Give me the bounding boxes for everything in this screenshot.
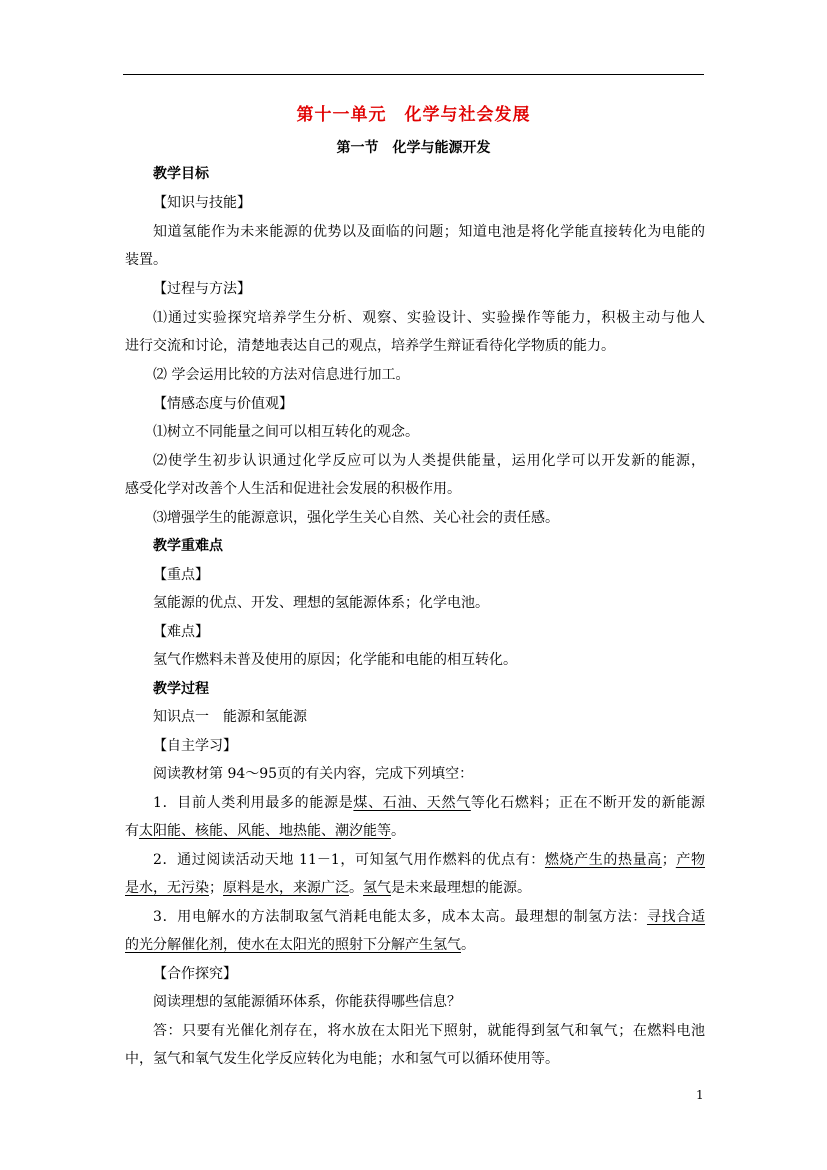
paragraph-line: 感受化学对改善个人生活和促进社会发展的积极作用。 — [125, 481, 461, 497]
paragraph-line: 氢气作燃料未普及使用的原因；化学能和电能的相互转化。 — [153, 652, 517, 668]
answer-underline: 寻找合适 — [646, 909, 706, 925]
text-span: 等化石燃料；正在不断开发的新能源 — [470, 795, 705, 811]
answer-line: 中，氢气和氧气发生化学反应转化为电能；水和氢气可以循环使用等。 — [125, 1051, 559, 1067]
answer-underline: 产物 — [675, 852, 706, 868]
question-2-line — [153, 850, 705, 870]
subheading-difficult-points: 【难点】 — [153, 624, 209, 640]
text-span: 3．用电解水的方法制取氢气消耗电能太多，成本太高。最理想的制氢方法： — [153, 909, 647, 925]
paragraph-line: 阅读教材第 94～95页的有关内容，完成下列填空： — [153, 766, 474, 782]
knowledge-point-title: 知识点一 能源和氢能源 — [153, 709, 307, 725]
answer-underline: 燃烧产生的热量高 — [544, 852, 662, 868]
text-span: ； — [661, 852, 676, 868]
answer-underline: 是水，无污染 — [125, 880, 209, 896]
answer-underline: 原料是水，来源广泛 — [223, 880, 349, 896]
paragraph-line: 阅读理想的氢能源循环体系，你能获得哪些信息？ — [153, 994, 461, 1010]
paragraph-line: 氢能源的优点、开发、理想的氢能源体系；化学电池。 — [153, 595, 489, 611]
paragraph-line: ⑵ 学会运用比较的方法对信息进行加工。 — [153, 367, 410, 383]
subheading-self-study: 【自主学习】 — [153, 738, 237, 754]
section-title: 第一节 化学与能源开发 — [336, 140, 491, 156]
answer-underline: 煤、石油、天然气 — [353, 795, 471, 811]
paragraph-line: ⑴通过实验探究培养学生分析、观察、实验设计、实验操作等能力，积极主动与他人 — [153, 310, 705, 326]
answer-line: 答：只要有光催化剂存在，将水放在太阳光下照射，就能得到氢气和氧气；在燃料电池 — [153, 1023, 705, 1039]
answer-underline: 太阳能、核能、风能、地热能、潮汐能等 — [139, 823, 391, 839]
question-3-line — [153, 907, 705, 927]
text-span: 1．目前人类利用最多的能源是 — [153, 795, 354, 811]
subheading-process-method: 【过程与方法】 — [153, 281, 251, 297]
text-span: 。 — [349, 880, 363, 896]
subheading-emotion-values: 【情感态度与价值观】 — [153, 396, 293, 412]
text-span: ； — [209, 880, 223, 896]
paragraph-line: ⑶增强学生的能源意识，强化学生关心自然、关心社会的责任感。 — [153, 510, 559, 526]
text-span: 。 — [461, 937, 475, 953]
header-rule — [123, 74, 704, 75]
question-2-line — [125, 878, 705, 898]
question-3-line — [125, 935, 705, 955]
subheading-cooperative-inquiry: 【合作探究】 — [153, 966, 237, 982]
subheading-key-points: 【重点】 — [153, 567, 209, 583]
text-span: 有 — [125, 823, 139, 839]
answer-underline: 氢气 — [363, 880, 391, 896]
unit-title: 第十一单元 化学与社会发展 — [296, 105, 531, 125]
page-number: 1 — [696, 1088, 704, 1102]
text-span: 2．通过阅读活动天地 11－1，可知氢气用作燃料的优点有： — [153, 852, 545, 868]
paragraph-line: 知道氢能作为未来能源的优势以及面临的问题；知道电池是将化学能直接转化为电能的 — [153, 224, 705, 240]
question-1-line — [125, 821, 705, 841]
answer-underline: 的光分解催化剂，使水在太阳光的照射下分解产生氢气 — [125, 937, 461, 953]
paragraph-line: ⑴树立不同能量之间可以相互转化的观念。 — [153, 424, 419, 440]
subheading-knowledge-skills: 【知识与技能】 — [153, 195, 251, 211]
heading-key-difficult-points: 教学重难点 — [153, 538, 223, 554]
text-span: 。 — [391, 823, 405, 839]
paragraph-line: 装置。 — [125, 252, 167, 268]
question-1-line — [153, 793, 705, 813]
paragraph-line: 进行交流和讨论，清楚地表达自己的观点，培养学生辩证看待化学物质的能力。 — [125, 338, 615, 354]
text-span: 是未来最理想的能源。 — [391, 880, 531, 896]
paragraph-line: ⑵使学生初步认识通过化学反应可以为人类提供能量，运用化学可以开发新的能源， — [153, 453, 705, 469]
heading-teaching-objectives: 教学目标 — [153, 166, 209, 182]
heading-teaching-process: 教学过程 — [153, 681, 209, 697]
